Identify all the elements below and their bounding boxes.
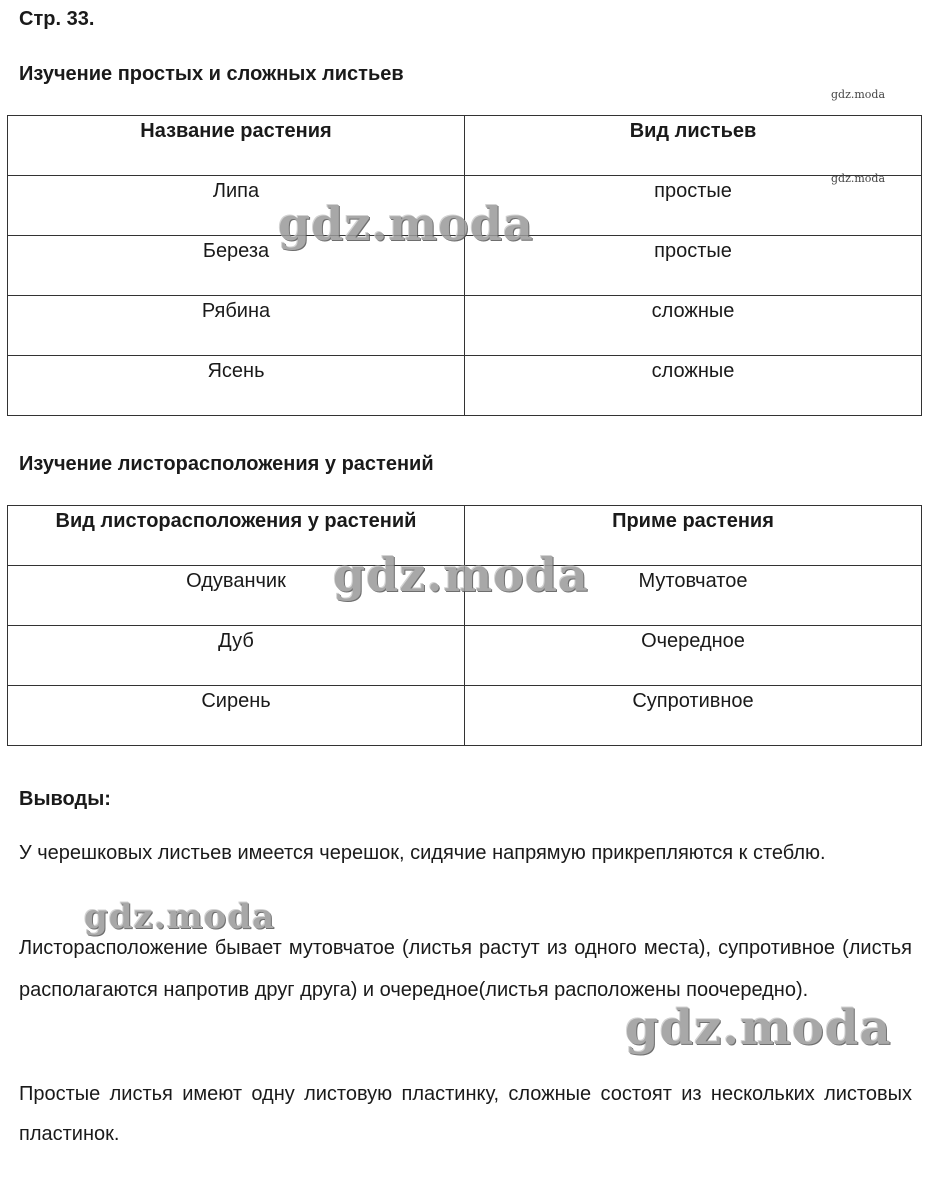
conclusion-paragraph: Простые листья имеют одну листовую пластинку, сложные состоят из нескольких листовых пластинок. bbox=[19, 1083, 912, 1145]
table-row bbox=[8, 356, 922, 416]
table-row bbox=[8, 686, 922, 746]
header-leaf-type: Вид листьев bbox=[465, 116, 922, 176]
cell-plant: Липа bbox=[8, 176, 465, 236]
table-row bbox=[8, 296, 922, 356]
header-arrangement-type: Вид листорасположения у растений bbox=[8, 506, 465, 566]
watermark-logo: gdz.moda bbox=[625, 1000, 892, 1056]
leaf-arrangement-table bbox=[7, 505, 922, 746]
leaves-type-table bbox=[7, 115, 922, 416]
watermark-logo: gdz.moda bbox=[278, 197, 534, 251]
section-title-leaf-arrangement: Изучение листорасположения у растений bbox=[19, 453, 434, 475]
conclusion-paragraph: Листорасположение бывает мутовчатое (листья растут из одного места), супротивное (листья располагаются напротив друг друга) и очередное(листья расположены поочередно). bbox=[19, 937, 912, 1001]
watermark-logo: gdz.moda bbox=[333, 548, 589, 602]
header-plant-name: Название растения bbox=[8, 116, 465, 176]
header-plant-example: Приме растения bbox=[465, 506, 922, 566]
cell-plant: Береза bbox=[8, 236, 465, 296]
watermark-small: gdz.moda bbox=[831, 88, 886, 101]
conclusion-paragraph: У черешковых листьев имеется черешок, сидячие напрямую прикрепляются к стеблю. bbox=[19, 842, 826, 864]
cell-leaf-type: простые bbox=[465, 176, 922, 236]
watermark-small: gdz.moda bbox=[831, 172, 886, 185]
cell-leaf-type: сложные bbox=[465, 296, 922, 356]
cell-leaf-type: простые bbox=[465, 236, 922, 296]
page-number: Стр. 33. bbox=[19, 8, 95, 30]
cell-left: Сирень bbox=[8, 686, 465, 746]
conclusions-heading: Выводы: bbox=[19, 788, 111, 810]
cell-left: Одуванчик bbox=[8, 566, 465, 626]
cell-right: Очередное bbox=[465, 626, 922, 686]
cell-plant: Рябина bbox=[8, 296, 465, 356]
watermark-logo: gdz.moda bbox=[84, 897, 276, 937]
cell-right: Супротивное bbox=[465, 686, 922, 746]
section-title-simple-compound-leaves: Изучение простых и сложных листьев bbox=[19, 63, 404, 85]
cell-right: Мутовчатое bbox=[465, 566, 922, 626]
table-header-row bbox=[8, 116, 922, 176]
cell-left: Дуб bbox=[8, 626, 465, 686]
table-row bbox=[8, 626, 922, 686]
cell-plant: Ясень bbox=[8, 356, 465, 416]
cell-leaf-type: сложные bbox=[465, 356, 922, 416]
